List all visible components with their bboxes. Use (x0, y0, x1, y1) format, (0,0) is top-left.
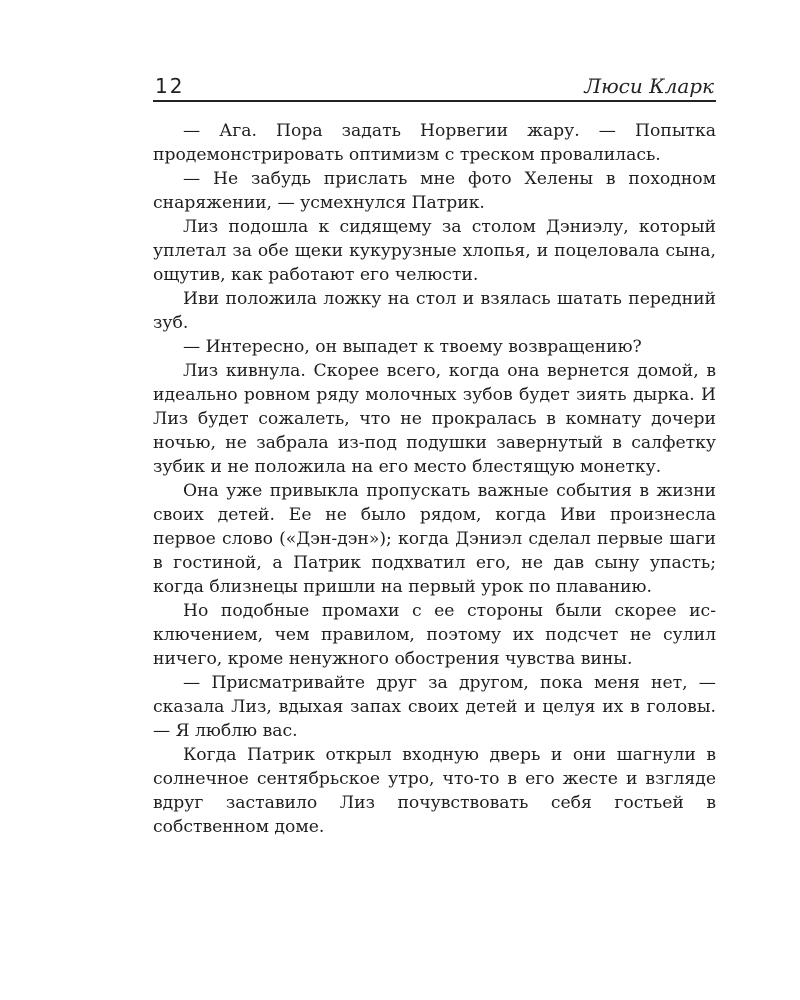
paragraph: Но подобные промахи с ее стороны были скорее исключением, чем правилом, поэтому их подсчет не сулил ничего, кроме ненужного обострения чувства вины. (153, 601, 716, 669)
paragraph: Когда Патрик открыл входную дверь и они шагнули в солнечное сентябрьское утро, что-то в его жесте и взгляде вдруг заставило Лиз почувствовать себя гостьей в собственном доме. (153, 745, 716, 837)
running-head-author: Люси Кларк (584, 74, 714, 98)
page-number: 12 (155, 74, 185, 98)
page-header (153, 72, 716, 102)
paragraph: — Ага. Пора задать Норвегии жару. — Попытка продемонстрировать оптимизм с треском провалилась. (153, 121, 716, 165)
book-page (153, 72, 716, 839)
paragraph: — Присматривайте друг за другом, пока меня нет, — сказала Лиз, вдыхая запах своих детей и целуя их в головы. — Я люблю вас. (153, 673, 716, 741)
paragraph: Лиз подошла к сидящему за столом Дэниэлу, который уплетал за обе щеки кукурузные хлопья, и поцеловала сына, ощутив, как работают его челюсти. (153, 217, 716, 285)
body-text (153, 119, 716, 839)
paragraph: Она уже привыкла пропускать важные события в жизни своих детей. Ее не было рядом, когда Иви произнесла первое слово («Дэн-дэн»); когда Дэниэл сделал первые шаги в гостиной, а Патрик подхватил его, не дав сыну упасть; когда близнецы пришли на первый урок по плаванию. (153, 481, 716, 597)
paragraph: — Интересно, он выпадет к твоему возвращению? (183, 337, 642, 357)
paragraph: — Не забудь прислать мне фото Хелены в походном снаряжении, — усмехнулся Патрик. (153, 169, 716, 213)
paragraph: Иви положила ложку на стол и взялась шатать передний зуб. (153, 289, 716, 333)
paragraph: Лиз кивнула. Скорее всего, когда она вернется домой, в идеально ровном ряду молочных зубов будет зиять дырка. И Лиз будет сожалеть, что не прокралась в комнату дочери ночью, не забрала из-под подушки завернутый в салфетку зубик и не положила на его место блестящую монетку. (153, 361, 716, 477)
